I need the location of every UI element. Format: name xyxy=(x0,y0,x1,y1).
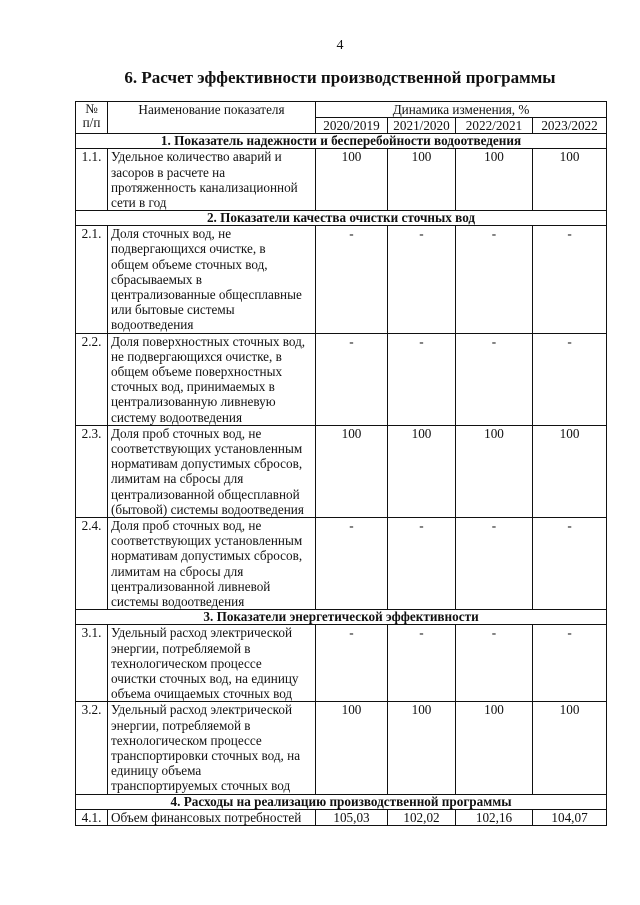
indicator-name-line: лимитам на сбросы для xyxy=(111,471,244,487)
row-number: 3.1. xyxy=(76,625,108,702)
indicator-name-line: Удельный расход электрической xyxy=(111,702,293,718)
indicator-name-line: засоров в расчете на xyxy=(111,164,226,180)
indicator-name-line: транспортируемых сточных вод xyxy=(111,778,291,794)
dynamics-value: 100 xyxy=(456,149,533,211)
section-header-row xyxy=(76,794,607,809)
header-year: 2023/2022 xyxy=(533,118,607,134)
indicator-name-line: нормативам допустимых сбросов, xyxy=(111,548,303,564)
row-number: 2.4. xyxy=(76,518,108,610)
indicator-name-line: Удельный расход электрической xyxy=(111,625,293,641)
indicator-name-line: сбрасываемых в xyxy=(111,271,202,287)
document-title: 6. Расчет эффективности производственной программы xyxy=(124,68,556,87)
indicator-name-line: технологическом процессе xyxy=(111,732,262,748)
page-number: 4 xyxy=(336,38,344,53)
dynamics-value: 102,16 xyxy=(456,809,533,825)
header-num-abbr: п/п xyxy=(82,115,101,130)
dynamics-value: - xyxy=(388,625,456,702)
table-row xyxy=(76,333,607,425)
dynamics-value: - xyxy=(456,518,533,610)
header-num-cell xyxy=(76,102,108,134)
indicator-name-line: Доля проб сточных вод, не xyxy=(111,425,262,441)
dynamics-value: 100 xyxy=(316,425,388,517)
table-row xyxy=(76,518,607,610)
dynamics-value: - xyxy=(456,625,533,702)
section-title: 2. Показатели качества очистки сточных вод xyxy=(76,211,607,226)
dynamics-value: - xyxy=(388,226,456,333)
dynamics-value: 100 xyxy=(456,425,533,517)
indicator-name-line: водоотведения xyxy=(111,317,194,333)
table-row xyxy=(76,226,607,333)
indicator-name xyxy=(108,226,316,333)
dynamics-value: - xyxy=(533,226,607,333)
dynamics-value: 104,07 xyxy=(533,809,607,825)
header-row xyxy=(76,102,607,118)
indicator-name-line: объема очищаемых сточных вод xyxy=(111,686,293,702)
dynamics-value: - xyxy=(316,226,388,333)
indicator-name-line: общем объеме сточных вод, xyxy=(111,256,268,272)
dynamics-value: - xyxy=(388,333,456,425)
section-header-row xyxy=(76,134,607,149)
indicator-name-line: транспортировки сточных вод, на xyxy=(111,747,301,763)
indicator-name-line: единицу объема xyxy=(111,763,202,779)
indicator-name-line: Доля сточных вод, не xyxy=(111,226,232,242)
indicator-name-line: или бытовые системы xyxy=(111,302,235,318)
header-dynamics-cell: Динамика изменения, % xyxy=(316,102,607,118)
indicator-name-line: технологическом процессе xyxy=(111,655,262,671)
section-title: 4. Расходы на реализацию производственной программы xyxy=(76,794,607,809)
dynamics-value: 100 xyxy=(388,425,456,517)
row-number: 4.1. xyxy=(76,809,108,825)
dynamics-value: 100 xyxy=(388,702,456,794)
table-row xyxy=(76,625,607,702)
dynamics-value: - xyxy=(533,625,607,702)
dynamics-value: - xyxy=(456,226,533,333)
header-year: 2021/2020 xyxy=(388,118,456,134)
row-number: 2.2. xyxy=(76,333,108,425)
dynamics-value: 100 xyxy=(316,702,388,794)
indicator-name-line: общем объеме поверхностных xyxy=(111,364,283,380)
indicator-name-line: энергии, потребляемой в xyxy=(111,717,251,733)
dynamics-value: 105,03 xyxy=(316,809,388,825)
header-name-cell: Наименование показателя xyxy=(108,102,316,134)
dynamics-value: 102,02 xyxy=(388,809,456,825)
indicator-name-line: нормативам допустимых сбросов, xyxy=(111,456,303,472)
section-title: 3. Показатели энергетической эффективности xyxy=(76,610,607,625)
indicator-name xyxy=(108,425,316,517)
table-row xyxy=(76,425,607,517)
indicator-name-line: сети в год xyxy=(111,195,167,211)
dynamics-value: 100 xyxy=(533,425,607,517)
indicator-name-line: централизованной общесплавной xyxy=(111,486,300,502)
efficiency-table xyxy=(75,101,607,826)
indicator-name-line: системы водоотведения xyxy=(111,594,245,610)
indicator-name-line: энергии, потребляемой в xyxy=(111,640,251,656)
header-year: 2022/2021 xyxy=(456,118,533,134)
indicator-name-line: соответствующих установленным xyxy=(111,441,303,457)
indicator-name-line: Доля проб сточных вод, не xyxy=(111,518,262,534)
indicator-name xyxy=(108,702,316,794)
table-row xyxy=(76,702,607,794)
section-header-row xyxy=(76,211,607,226)
row-number: 3.2. xyxy=(76,702,108,794)
indicator-name-line: Удельное количество аварий и xyxy=(111,149,282,165)
indicator-name xyxy=(108,333,316,425)
dynamics-value: 100 xyxy=(533,702,607,794)
indicator-name-line: очистки сточных вод, на единицу xyxy=(111,670,299,686)
dynamics-value: - xyxy=(456,333,533,425)
row-number: 1.1. xyxy=(76,149,108,211)
dynamics-value: 100 xyxy=(316,149,388,211)
indicator-name-line: централизованные общесплавные xyxy=(111,287,302,303)
indicator-name-line: подвергающихся очистке, в xyxy=(111,241,266,257)
indicator-name-line: централизованной ливневой xyxy=(111,578,271,594)
indicator-name-line: протяженность канализационной xyxy=(111,179,298,195)
dynamics-value: - xyxy=(533,333,607,425)
row-number: 2.3. xyxy=(76,425,108,517)
table-row xyxy=(76,149,607,211)
indicator-name-line: лимитам на сбросы для xyxy=(111,563,244,579)
indicator-name-line: централизованную ливневую xyxy=(111,394,276,410)
indicator-name xyxy=(108,149,316,211)
section-title: 1. Показатель надежности и бесперебойности водоотведения xyxy=(76,134,607,149)
header-num-symbol: № xyxy=(85,101,98,116)
dynamics-value: 100 xyxy=(533,149,607,211)
indicator-name-line: Объем финансовых потребностей xyxy=(111,809,302,825)
indicator-name-line: (бытовой) системы водоотведения xyxy=(111,501,304,517)
dynamics-value: - xyxy=(316,625,388,702)
indicator-name-line: Доля поверхностных сточных вод, xyxy=(111,333,306,349)
section-header-row xyxy=(76,610,607,625)
dynamics-value: 100 xyxy=(388,149,456,211)
indicator-name-line: соответствующих установленным xyxy=(111,533,303,549)
indicator-name xyxy=(108,809,316,825)
dynamics-value: - xyxy=(316,518,388,610)
dynamics-value: - xyxy=(316,333,388,425)
indicator-name xyxy=(108,518,316,610)
indicator-name-line: сточных вод, принимаемых в xyxy=(111,379,275,395)
row-number: 2.1. xyxy=(76,226,108,333)
indicator-name-line: систему водоотведения xyxy=(111,409,243,425)
header-year: 2020/2019 xyxy=(316,118,388,134)
indicator-name xyxy=(108,625,316,702)
dynamics-value: - xyxy=(388,518,456,610)
indicator-name-line: не подвергающихся очистке, в xyxy=(111,348,282,364)
dynamics-value: - xyxy=(533,518,607,610)
table-row xyxy=(76,809,607,825)
dynamics-value: 100 xyxy=(456,702,533,794)
